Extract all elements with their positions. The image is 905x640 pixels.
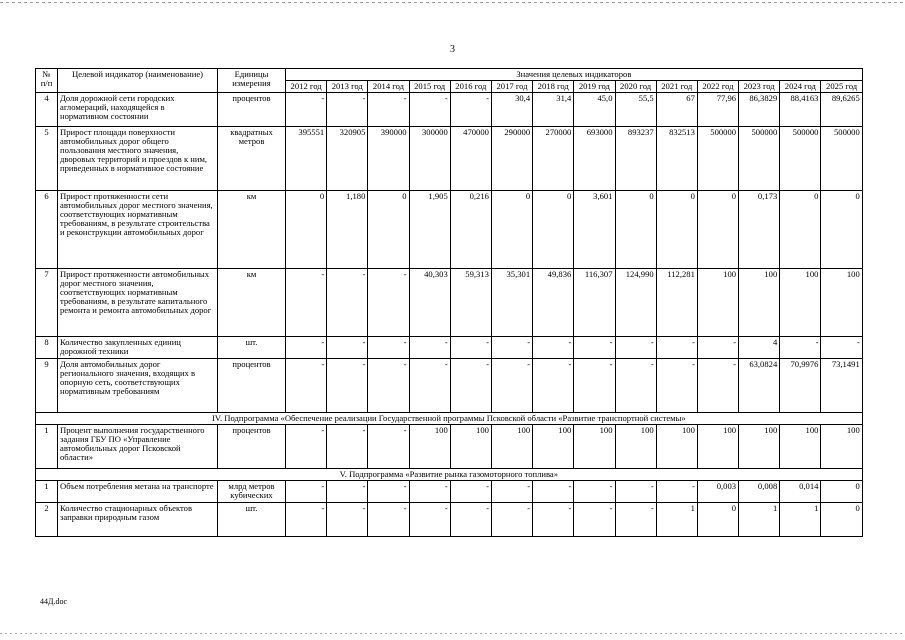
indicator-value: - [450,481,491,503]
col-header-year: 2025 год [821,81,862,93]
footer-filename: 44Д.doc [40,597,68,606]
row-number: 5 [36,127,58,191]
col-header-indicator: Целевой индикатор (наименование) [58,69,218,93]
col-header-year: 2015 год [409,81,450,93]
indicator-value: 86,3829 [739,93,780,127]
row-number: 2 [36,503,58,537]
indicator-value: - [450,503,491,537]
page-number: 3 [450,44,455,55]
col-header-year: 2021 год [656,81,697,93]
col-header-year: 2016 год [450,81,491,93]
indicator-value: - [574,359,615,413]
indicators-table [35,68,863,537]
indicator-value: 70,9976 [780,359,821,413]
col-header-year: 2017 год [491,81,532,93]
indicator-value: - [450,93,491,127]
indicator-unit: км [218,269,286,337]
indicator-value: 100 [739,425,780,469]
table-row [36,503,863,537]
indicator-value: - [368,337,409,359]
table-row [36,127,863,191]
indicator-value: 1,180 [327,191,368,269]
indicator-value: 1,905 [409,191,450,269]
indicator-value: - [286,93,327,127]
indicator-value: - [574,337,615,359]
col-header-year: 2014 год [368,81,409,93]
indicator-value: - [697,337,738,359]
indicator-name: Количество закупленных единиц дорожной техники [58,337,218,359]
section-row [36,469,863,481]
indicator-unit: процентов [218,93,286,127]
indicator-value: 0 [533,191,574,269]
indicator-value: 40,303 [409,269,450,337]
indicator-value: - [368,269,409,337]
indicator-value: 100 [780,269,821,337]
indicator-value: - [615,481,656,503]
section-title: IV. Подпрограмма «Обеспечение реализации Государственной программы Псковской области «Развитие транспортной системы» [36,413,863,425]
table-row [36,481,863,503]
indicator-unit: км [218,191,286,269]
table-row [36,269,863,337]
indicator-value: - [368,359,409,413]
indicator-value: - [409,93,450,127]
indicator-value: - [286,503,327,537]
indicator-value: - [409,359,450,413]
table-row [36,425,863,469]
col-header-year: 2012 год [286,81,327,93]
indicator-value: - [656,481,697,503]
col-header-year: 2022 год [697,81,738,93]
indicator-value: 100 [656,425,697,469]
indicator-value: 0,014 [780,481,821,503]
indicator-value: 1 [656,503,697,537]
indicator-value: - [286,269,327,337]
indicator-value: 0 [656,191,697,269]
col-header-year: 2024 год [780,81,821,93]
indicator-value: 1 [780,503,821,537]
indicator-value: 67 [656,93,697,127]
indicator-value: 320905 [327,127,368,191]
indicator-value: 100 [821,425,862,469]
indicator-name: Прирост площади поверхности автомобильных дорог общего пользования местного значения, дворовых территорий и проездов к ним, приведенных в нормативное состояние [58,127,218,191]
indicator-value: - [491,503,532,537]
indicator-value: - [286,481,327,503]
indicator-value: 100 [697,425,738,469]
table-row [36,359,863,413]
indicator-value: 0 [491,191,532,269]
indicator-value: - [574,481,615,503]
indicator-value: 470000 [450,127,491,191]
indicator-value: - [615,503,656,537]
indicator-value: - [368,93,409,127]
indicator-value: 100 [821,269,862,337]
indicator-value: 77,96 [697,93,738,127]
indicator-value: - [656,337,697,359]
indicator-value: 35,301 [491,269,532,337]
indicator-value: - [780,337,821,359]
indicator-value: 100 [574,425,615,469]
indicator-value: 0,003 [697,481,738,503]
indicator-name: Количество стационарных объектов заправки природным газом [58,503,218,537]
indicator-value: 0,173 [739,191,780,269]
indicator-value: 0 [821,481,862,503]
indicator-value: 300000 [409,127,450,191]
col-header-year: 2019 год [574,81,615,93]
indicator-value: - [450,337,491,359]
indicator-name: Объем потребления метана на транспорте [58,481,218,503]
table-row [36,191,863,269]
indicator-value: - [533,503,574,537]
indicator-value: 0 [368,191,409,269]
indicator-value: - [491,337,532,359]
indicator-value: 100 [491,425,532,469]
indicator-value: 693000 [574,127,615,191]
indicator-value: - [327,359,368,413]
indicator-value: - [409,503,450,537]
indicator-value: - [450,359,491,413]
indicator-unit: шт. [218,503,286,537]
scan-artifact-top [0,2,905,3]
indicator-value: 88,4163 [780,93,821,127]
indicator-value: 4 [739,337,780,359]
row-number: 8 [36,337,58,359]
indicator-value: - [327,481,368,503]
indicator-value: - [286,337,327,359]
row-number: 1 [36,481,58,503]
indicator-value: 45,0 [574,93,615,127]
indicator-value: 0,008 [739,481,780,503]
indicator-name: Прирост протяженности сети автомобильных дорог местного значения, соответствующих нормативным требованиям, в результате строительства и реконструкции автомобильных дорог [58,191,218,269]
indicator-unit: процентов [218,359,286,413]
col-header-year: 2018 год [533,81,574,93]
indicator-value: - [533,481,574,503]
table-row [36,93,863,127]
col-header-year: 2013 год [327,81,368,93]
indicator-unit: процентов [218,425,286,469]
indicator-name: Прирост протяженности автомобильных дорог местного значения, соответствующих нормативным требованиям, в результате капитального ремонта и ремонта автомобильных дорог [58,269,218,337]
indicator-value: 500000 [697,127,738,191]
col-header-no: № п/п [36,69,58,93]
indicator-value: - [533,359,574,413]
indicator-value: 100 [615,425,656,469]
indicator-value: 0 [780,191,821,269]
indicator-value: 0 [821,191,862,269]
indicator-value: 49,836 [533,269,574,337]
indicator-value: 112,281 [656,269,697,337]
indicator-value: - [821,337,862,359]
col-header-unit: Единицы измерения [218,69,286,93]
indicator-value: - [697,359,738,413]
indicator-value: - [368,425,409,469]
indicator-name: Процент выполнения государственного задания ГБУ ПО «Управление автомобильных дорог Псковской области» [58,425,218,469]
indicator-value: 30,4 [491,93,532,127]
indicator-value: - [491,359,532,413]
indicator-value: 270000 [533,127,574,191]
indicator-unit: млрд метров кубических [218,481,286,503]
section-title: V. Подпрограмма «Развитие рынка газомоторного топлива» [36,469,863,481]
indicator-value: - [327,337,368,359]
indicator-unit: квадратных метров [218,127,286,191]
indicator-value: 100 [739,269,780,337]
indicator-name: Доля автомобильных дорог регионального значения, входящих в опорную сеть, соответствующих нормативным требованиям [58,359,218,413]
section-row [36,413,863,425]
row-number: 4 [36,93,58,127]
indicator-value: - [409,481,450,503]
indicator-value: 500000 [739,127,780,191]
indicator-value: 100 [409,425,450,469]
indicator-value: - [615,359,656,413]
indicator-value: 3,601 [574,191,615,269]
indicator-value: - [286,425,327,469]
indicator-value: - [368,481,409,503]
indicator-unit: шт. [218,337,286,359]
indicator-value: 0 [286,191,327,269]
indicator-value: 0 [697,191,738,269]
col-header-values: Значения целевых индикаторов [286,69,863,81]
indicator-value: - [327,425,368,469]
indicator-value: 100 [780,425,821,469]
indicator-value: 116,307 [574,269,615,337]
row-number: 6 [36,191,58,269]
indicator-value: - [327,269,368,337]
indicator-value: - [574,503,615,537]
indicator-value: 1 [739,503,780,537]
indicator-value: 55,5 [615,93,656,127]
row-number: 9 [36,359,58,413]
row-number: 1 [36,425,58,469]
indicator-value: 395551 [286,127,327,191]
row-number: 7 [36,269,58,337]
indicator-value: - [368,503,409,537]
indicator-value: 100 [697,269,738,337]
indicator-value: 100 [533,425,574,469]
indicator-value: 893237 [615,127,656,191]
indicator-value: - [327,93,368,127]
indicator-value: 59,313 [450,269,491,337]
indicator-value: 124,990 [615,269,656,337]
indicator-name: Доля дорожной сети городских агломераций, находящейся в нормативном состоянии [58,93,218,127]
indicator-value: 0 [821,503,862,537]
indicator-value: 390000 [368,127,409,191]
indicator-value: 89,6265 [821,93,862,127]
table-row [36,337,863,359]
indicator-value: 0,216 [450,191,491,269]
indicator-value: 0 [615,191,656,269]
scan-artifact-bottom [0,633,905,634]
indicator-value: - [286,359,327,413]
indicator-value: - [656,359,697,413]
indicator-value: - [615,337,656,359]
col-header-year: 2020 год [615,81,656,93]
indicator-value: 290000 [491,127,532,191]
indicator-value: - [533,337,574,359]
indicator-value: - [409,337,450,359]
indicator-value: 100 [450,425,491,469]
indicator-value: 500000 [821,127,862,191]
col-header-year: 2023 год [739,81,780,93]
indicator-value: 832513 [656,127,697,191]
indicator-value: 0 [697,503,738,537]
indicator-value: 500000 [780,127,821,191]
indicator-value: 31,4 [533,93,574,127]
indicator-value: 73,1491 [821,359,862,413]
indicator-value: - [327,503,368,537]
indicator-value: - [491,481,532,503]
indicator-value: 63,0824 [739,359,780,413]
